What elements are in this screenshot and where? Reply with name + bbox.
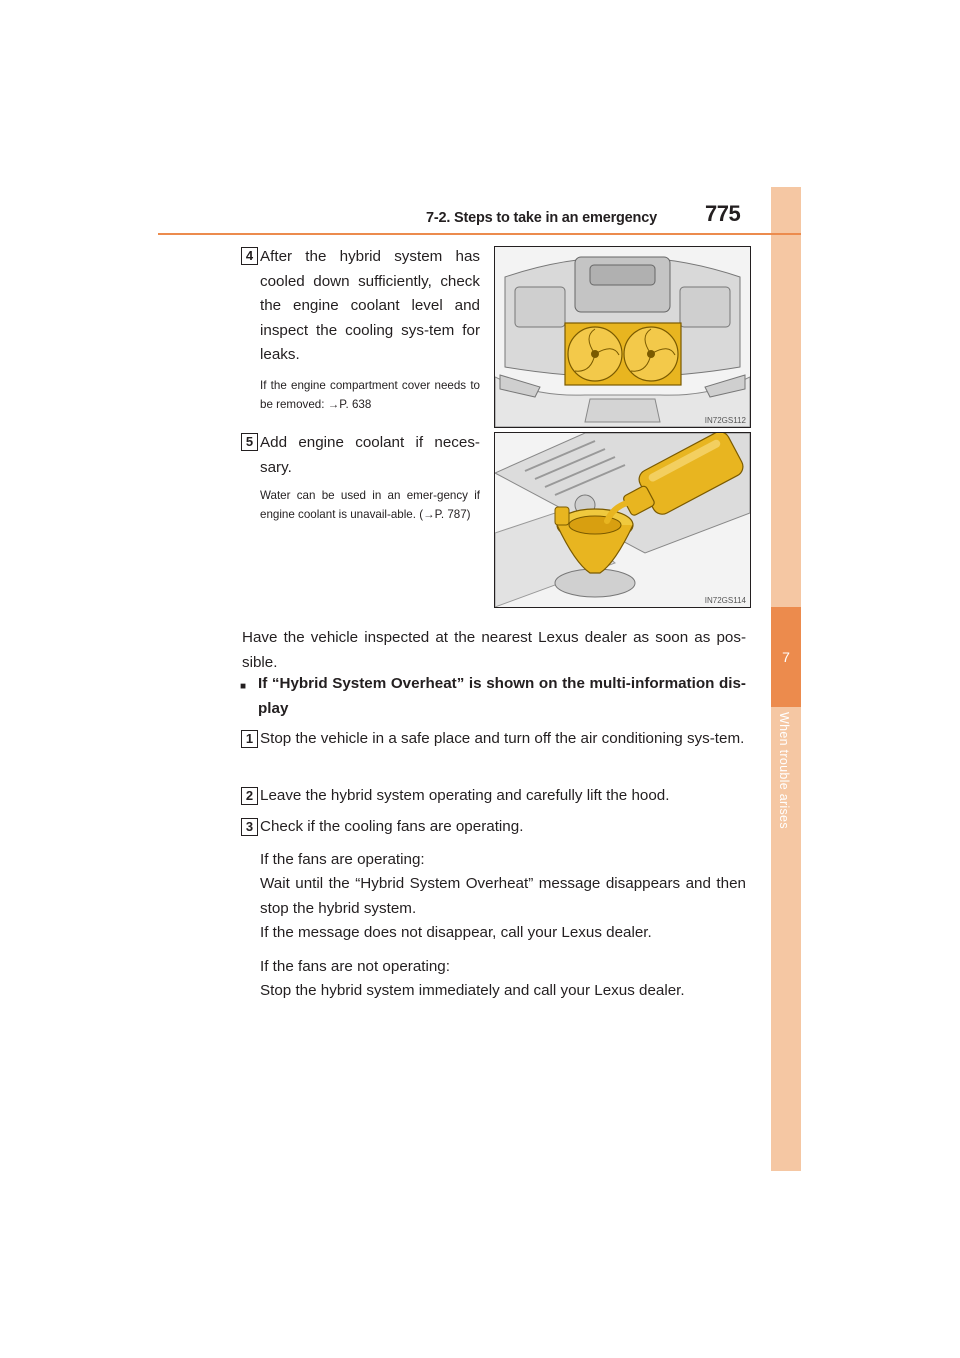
fans-operating-instruction: Wait until the “Hybrid System Overheat” message disappears and then stop the hybrid system. <box>260 875 746 917</box>
chapter-sidebar <box>771 187 801 1171</box>
square-bullet-icon: ■ <box>240 681 247 692</box>
inspect-paragraph: Have the vehicle inspected at the nearest Lexus dealer as soon as pos-sible. <box>242 629 746 671</box>
step-number: 5 <box>241 433 258 451</box>
adding-coolant-illustration <box>494 432 751 608</box>
chapter-number-tab <box>771 607 801 707</box>
chapter-number: 7 <box>782 649 790 665</box>
step-number: 3 <box>241 818 258 836</box>
chapter-title: When trouble arises <box>777 712 791 829</box>
figure-code: IN72GS114 <box>704 596 746 605</box>
engine-bay-drawing <box>495 247 750 427</box>
step-number: 1 <box>241 730 258 748</box>
step-text: Check if the cooling fans are operating. <box>260 818 524 835</box>
fans-not-operating-instruction: Stop the hybrid system immediately and call your Lexus dealer. <box>260 982 685 999</box>
coolant-pour-drawing <box>495 433 750 607</box>
header-rule <box>158 233 801 235</box>
step-number: 2 <box>241 787 258 805</box>
step-note: Water can be used in an emer-gency if engine coolant is unavail-able. (→P. 787) <box>260 489 480 521</box>
step-text: After the hybrid system has cooled down sufficiently, check the engine coolant level and inspect the cooling sys-tem for leaks. <box>260 248 480 363</box>
step-text: Leave the hybrid system operating and carefully lift the hood. <box>260 787 670 804</box>
engine-cooling-fans-illustration <box>494 246 751 428</box>
step-text: Stop the vehicle in a safe place and turn off the air conditioning sys-tem. <box>260 730 745 747</box>
step-number: 4 <box>241 247 258 265</box>
step-note: If the engine compartment cover needs to be removed: →P. 638 <box>260 379 480 411</box>
fans-operating-fallback: If the message does not disappear, call your Lexus dealer. <box>260 924 652 941</box>
figure-code: IN72GS112 <box>704 416 746 425</box>
page-number: 775 <box>705 201 741 226</box>
step-text: Add engine coolant if neces-sary. <box>260 434 480 476</box>
fans-operating-label: If the fans are operating: <box>260 851 425 868</box>
overheat-heading: If “Hybrid System Overheat” is shown on the multi-information dis-play <box>258 675 746 717</box>
section-title: 7-2. Steps to take in an emergency <box>426 210 657 226</box>
fans-not-operating-label: If the fans are not operating: <box>260 958 450 975</box>
